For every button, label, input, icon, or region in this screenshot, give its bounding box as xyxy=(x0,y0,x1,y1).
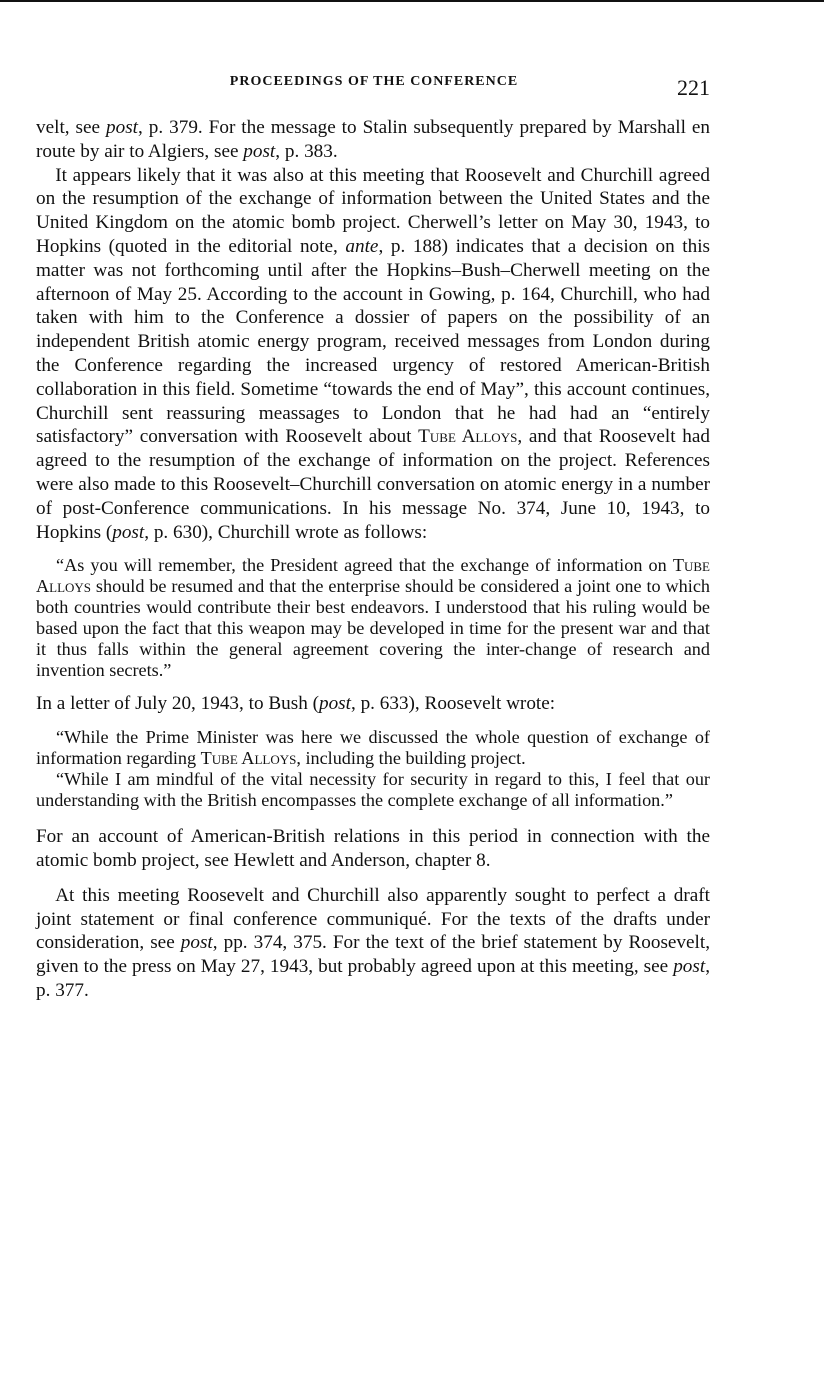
paragraph-continued: velt, see post, p. 379. For the message to Stalin subsequently prepared by Marshall en route by air to Algiers, see post, p. 383. xyxy=(36,117,710,162)
paragraph-hewlett-anderson: For an account of American-British relations in this period in connection with the atomic bomb project, see Hewlett and Anderson, chapter 8. xyxy=(36,826,710,871)
running-head: PROCEEDINGS OF THE CONFERENCE xyxy=(229,74,519,89)
italic-post: post xyxy=(243,140,276,162)
italic-post: post xyxy=(318,693,351,715)
italic-post: post xyxy=(112,521,145,543)
page-header xyxy=(36,72,712,106)
small-caps-tube-alloys: Tube Alloys xyxy=(418,426,518,448)
small-caps-tube-alloys: Tube Alloys xyxy=(200,748,297,769)
top-rule xyxy=(0,0,824,2)
paragraph-roosevelt-letter: In a letter of July 20, 1943, to Bush (post, p. 633), Roosevelt wrote: xyxy=(36,693,556,715)
quotation-roosevelt-2: “While I am mindful of the vital necessity for security in regard to this, I feel that our understanding with the British encompasses the complete exchange of all information.” xyxy=(36,769,710,811)
italic-ante: ante xyxy=(345,235,379,257)
small-caps-tube-alloys: Tube Alloys xyxy=(36,555,710,597)
italic-post: post xyxy=(180,932,213,954)
body-text xyxy=(36,116,710,1003)
quotation-roosevelt-1: “While the Prime Minister was here we discussed the whole question of exchange of information regarding Tube Alloys, including the building project. xyxy=(36,727,710,769)
paragraph-atomic-exchange: It appears likely that it was also at this meeting that Roosevelt and Churchill agreed on the resumption of the exchange of information between the United States and the United Kingdom on the atomic bomb project. Cherwell’s letter on May 30, 1943, to Hopkins (quoted in the editorial note, ante, p. 188) indicates that a decision on this matter was not forthcoming until after the Hopkins–Bush–Cherwell meeting on the afternoon of May 25. According to the account in Gowing, p. 164, Churchill, who had taken with him to the Conference a dossier of papers on the possibility of an independent British atomic energy program, received messages from London during the Conference regarding the increased urgency of restored American-British collaboration in this field. Sometime “towards the end of May”, this account continues, Churchill sent reassuring meassages to London that he had had an “entirely satisfactory” conversation with Roosevelt about Tube Alloys, and that Roosevelt had agreed to the resumption of the exchange of information on the project. References were also made to this Roosevelt–Churchill conversation on atomic energy in a number of post-Conference communications. In his message No. 374, June 10, 1943, to Hopkins (post, p. 630), Churchill wrote as follows: xyxy=(36,164,711,543)
italic-post: post xyxy=(106,117,139,138)
paragraph-communique: At this meeting Roosevelt and Churchill also apparently sought to perfect a draft joint statement or final conference communiqué. For the texts of the drafts under consideration, see post, pp. 374, 375. For the text of the brief statement by Roosevelt, given to the press on May 27, 1943, but probably agreed upon at this meeting, see post, p. 377. xyxy=(36,884,711,1001)
italic-post: post xyxy=(673,956,706,978)
quotation-churchill: “As you will remember, the President agreed that the exchange of information on Tube Alloys should be resumed and that the enterprise should be considered a joint one to which both countries would contribute their best endeavors. I understood that his ruling would be based upon the fact that this weapon may be developed in time for the present war and that it thus falls within the general agreement covering the inter-change of research and invention secrets.” xyxy=(36,555,710,681)
page-number: 221 xyxy=(677,75,710,100)
